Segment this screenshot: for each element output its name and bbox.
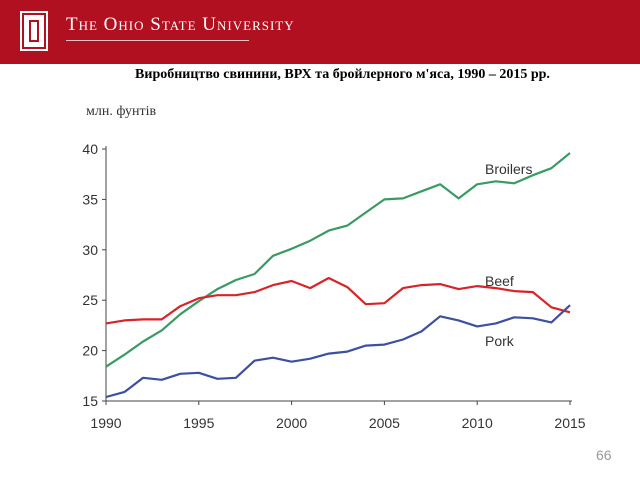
university-name: The Ohio State University xyxy=(66,14,295,35)
y-tick-label: 40 xyxy=(82,141,98,157)
y-tick-label: 15 xyxy=(82,393,98,409)
series-label-broilers: Broilers xyxy=(485,161,533,177)
series-label-pork: Pork xyxy=(485,333,514,349)
x-tick-label: 2000 xyxy=(276,415,308,431)
y-tick-label: 20 xyxy=(82,342,98,359)
page-number: 66 xyxy=(596,447,612,463)
x-tick-label: 2010 xyxy=(461,415,493,431)
series-label-beef: Beef xyxy=(485,273,514,289)
x-tick-label: 1990 xyxy=(90,415,122,431)
x-tick-label: 2005 xyxy=(368,415,400,431)
y-tick-label: 35 xyxy=(82,191,98,208)
unit-label: млн. фунтів xyxy=(86,104,157,119)
x-tick-label: 1995 xyxy=(183,415,215,431)
y-tick-label: 25 xyxy=(82,292,98,309)
slide-title: Виробництво свинини, ВРХ та бройлерного м'яса, 1990 – 2015 рр. xyxy=(135,67,550,82)
x-tick-label: 2015 xyxy=(554,415,586,431)
y-tick-label: 30 xyxy=(82,241,98,258)
